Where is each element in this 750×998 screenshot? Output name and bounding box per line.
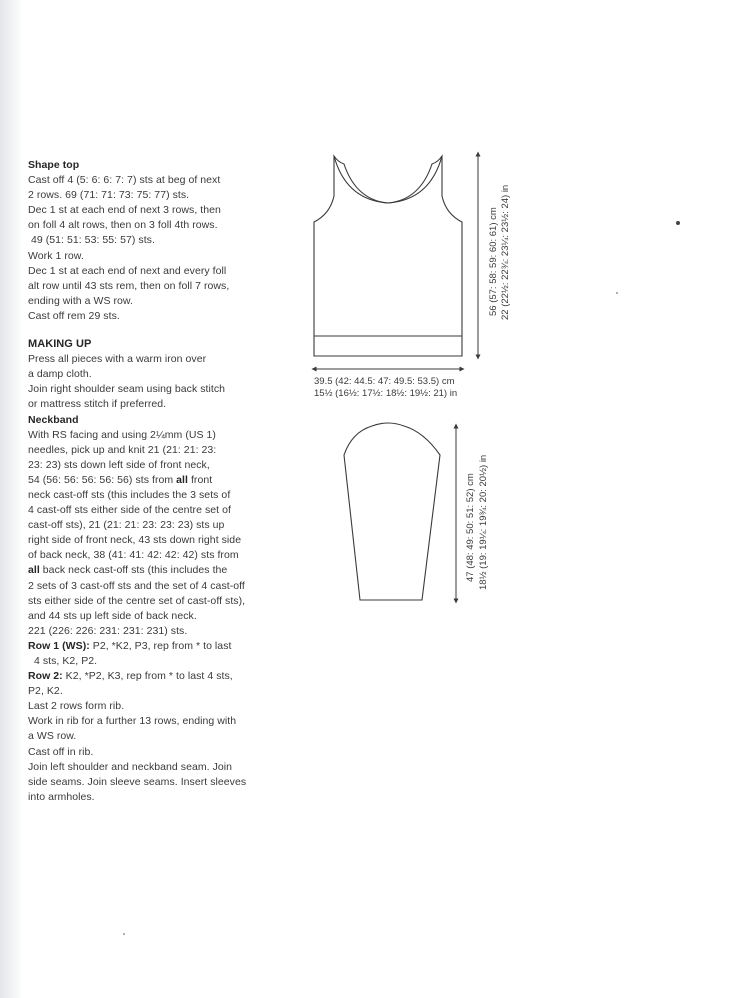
shape-top-line: on foll 4 alt rows, then on 3 foll 4th rows. [28,219,218,232]
finishing-line: side seams. Join sleeve seams. Insert sleeves [28,775,247,788]
shape-top-line: Work 1 row. [28,249,84,262]
shape-top-line: Dec 1 st at each end of next 3 rows, then [28,204,221,217]
neckband-text: front [187,473,213,486]
sleeve-length-in: 18½ (19: 19¼: 19¾: 20: 20½) in [478,454,489,590]
finishing-line: into armholes. [28,790,95,803]
making-up-line: or mattress stitch if preferred. [28,398,167,411]
row-2-label: Row 2: [28,670,63,683]
row-2-text: K2, *P2, K3, rep from * to last 4 sts, [62,670,233,683]
neckband-line: 23: 23) sts down left side of front neck, [28,458,210,471]
neckband-heading: Neckband [28,413,79,426]
scan-speck [123,933,125,935]
row-1-instruction [28,639,296,654]
schematic-diagrams [300,140,540,610]
emphasis-all: all [28,564,40,577]
neckband-line: sts either side of the centre set of cast-off sts), [28,594,246,607]
row-2-instruction-cont: P2, K2. [28,685,63,698]
shape-top-line: Dec 1 st at each end of next and every foll [28,264,227,277]
making-up-line: Press all pieces with a warm iron over [28,353,207,366]
neckband-line: 2 sets of 3 cast-off sts and the set of 4 cast-off [28,579,245,592]
neckband-line: of back neck, 38 (41: 41: 42: 42: 42) sts from [28,549,239,562]
pattern-text-column [28,158,296,805]
shape-top-line: Cast off 4 (5: 6: 6: 7: 7) sts at beg of next [28,174,221,187]
shape-top-line: 49 (51: 51: 53: 55: 57) sts. [28,234,155,247]
finishing-line: Work in rib for a further 13 rows, ending with [28,715,237,728]
body-length-in: 22 (22½: 22¾: 23¼: 23½: 24) in [500,184,511,320]
shape-top-instructions [28,173,296,324]
shape-top-line: 2 rows. 69 (71: 71: 73: 75: 77) sts. [28,189,190,202]
finishing-line: Join left shoulder and neckband seam. Join [28,760,233,773]
neckband-line: 4 cast-off sts either side of the centre set of [28,504,231,517]
neck-inner-line [334,156,442,203]
neckband-line: right side of front neck, 43 sts down right side [28,534,242,547]
shape-top-line: Cast off rem 29 sts. [28,309,120,322]
shape-top-line: ending with a WS row. [28,294,133,307]
sleeve-schematic [344,423,440,600]
making-up-line: Join right shoulder seam using back stitch [28,383,226,396]
row-1-text: P2, *K2, P3, rep from * to last [89,639,232,652]
body-schematic [314,156,462,356]
emphasis-all: all [176,473,188,486]
body-width-in: 15½ (16½: 17½: 18½: 19½: 21) in [314,388,458,399]
scan-speck [676,221,680,225]
row-1-instruction-cont: 4 sts, K2, P2. [34,655,98,667]
finishing-line: a WS row. [28,730,77,743]
making-up-line: a damp cloth. [28,368,92,381]
making-up-heading: MAKING UP [28,338,92,351]
row-1-label: Row 1 (WS): [28,639,90,652]
sleeve-outline [344,423,440,600]
neckband-text: back neck cast-off sts (this includes the [39,564,228,577]
neckband-line: cast-off sts), 21 (21: 21: 23: 23: 23) sts up [28,519,225,532]
neckband-line: neck cast-off sts (this includes the 3 sets of [28,488,231,501]
neckband-line [28,473,296,488]
shape-top-heading: Shape top [28,159,80,171]
neckband-line: needles, pick up and knit 21 (21: 21: 23: [28,443,217,456]
row-2-instruction [28,669,296,684]
sleeve-length-cm: 47 (48: 49: 50: 51: 52) cm [465,473,476,582]
scan-speck [616,292,618,294]
body-width-cm: 39.5 (42: 44.5: 47: 49.5: 53.5) cm [314,376,455,387]
neckband-line: 221 (226: 226: 231: 231: 231) sts. [28,624,188,637]
neckband-line: and 44 sts up left side of back neck. [28,609,197,622]
finishing-line: Last 2 rows form rib. [28,700,125,713]
shape-top-line: alt row until 43 sts rem, then on foll 7 rows, [28,279,230,292]
neckband-text: 54 (56: 56: 56: 56: 56) sts from [28,473,177,486]
neckband-line [28,563,296,578]
page-spine-shadow [0,0,22,998]
neckband-instructions [28,428,296,805]
neckband-line: With RS facing and using 2¼mm (US 1) [28,428,216,441]
finishing-line: Cast off in rib. [28,745,94,758]
body-outline [314,156,462,356]
making-up-instructions [28,352,296,412]
body-length-cm: 56 (57: 58: 59: 60: 61) cm [488,207,499,316]
